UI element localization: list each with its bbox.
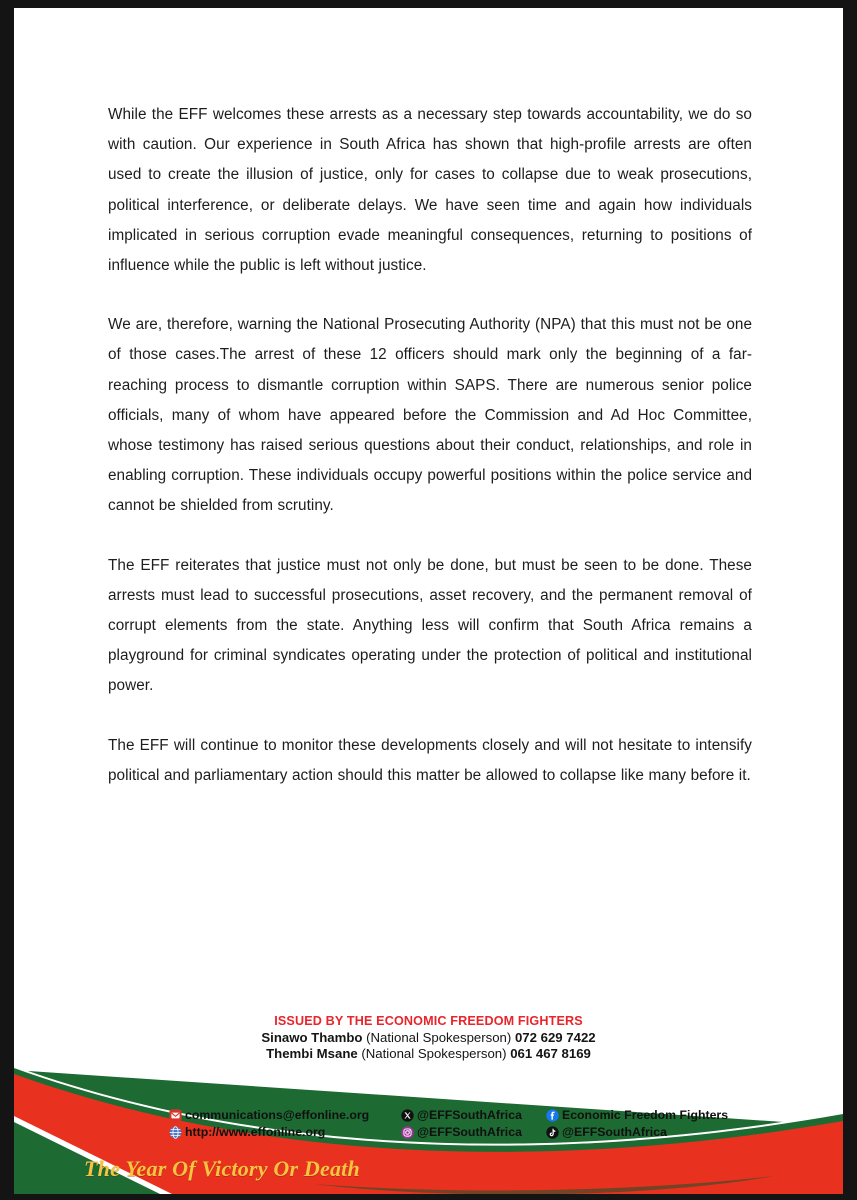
document-sheet — [14, 8, 843, 1194]
contact-phone: 061 467 8169 — [510, 1046, 591, 1062]
website-link[interactable] — [169, 1125, 401, 1140]
email-label: communications@effonline.org — [185, 1108, 370, 1122]
statement-body — [108, 100, 752, 791]
paragraph-3: The EFF reiterates that justice must not only be done, but must be seen to be done. These arrests must lead to successful prosecutions, asset recovery, and the permanent removal of corrupt elements from the state. Anything less will confirm that South Africa remains a playground for criminal syndicates operating under the protection of political and institutional power. — [108, 556, 752, 695]
contact-role: (National Spokesperson) — [361, 1046, 507, 1062]
globe-icon — [169, 1126, 182, 1139]
social-column-facebook-tiktok — [546, 1108, 761, 1140]
contact-name: Thembi Msane — [266, 1046, 358, 1062]
social-column-x-instagram — [401, 1108, 546, 1140]
email-icon — [169, 1109, 182, 1122]
x-twitter-link[interactable] — [401, 1108, 546, 1123]
tagline-text: The Year Of Victory Or Death — [84, 1156, 360, 1181]
facebook-icon — [546, 1109, 559, 1122]
instagram-handle: @EFFSouthAfrica — [417, 1125, 522, 1139]
contact-row — [14, 1046, 843, 1062]
x-twitter-icon — [401, 1109, 414, 1122]
social-column-contact — [169, 1108, 401, 1140]
instagram-icon — [401, 1126, 414, 1139]
email-link[interactable] — [169, 1108, 401, 1123]
paragraph-1: While the EFF welcomes these arrests as a necessary step towards accountability, we do so with caution. Our experience in South Africa has shown that high-profile arrests are often used to create the illusion of justice, only for cases to collapse due to weak prosecutions, political interference, or deliberate delays. We have seen time and again how individuals implicated in serious corruption evade meaningful consequences, returning to positions of influence while the public is left without justice. — [108, 106, 752, 275]
x-twitter-handle: @EFFSouthAfrica — [417, 1108, 522, 1122]
facebook-page-name: Economic Freedom Fighters — [562, 1108, 729, 1122]
contact-name: Sinawo Thambo — [261, 1030, 363, 1045]
instagram-link[interactable] — [401, 1125, 546, 1140]
tiktok-icon — [546, 1126, 559, 1139]
issued-by-heading: ISSUED BY THE ECONOMIC FREEDOM FIGHTERS — [274, 1014, 583, 1028]
contact-role: (National Spokesperson) — [366, 1030, 512, 1045]
tiktok-handle: @EFFSouthAfrica — [562, 1125, 667, 1139]
contact-row — [14, 1030, 843, 1046]
facebook-link[interactable] — [546, 1108, 761, 1123]
social-links-row — [169, 1108, 769, 1140]
website-label: http://www.effonline.org — [185, 1125, 326, 1139]
paragraph-2: We are, therefore, warning the National Prosecuting Authority (NPA) that this must not be one of those cases.The arrest of these 12 officers should mark only the beginning of a far-reaching process to dismantle corruption within SAPS. There are numerous senior police officials, many of whom have appeared before the Commission and Ad Hoc Committee, whose testimony has raised serious questions about their conduct, relationships, and role in enabling corruption. These individuals occupy powerful positions within the police service and cannot be shielded from scrutiny. — [108, 316, 752, 515]
tiktok-link[interactable] — [546, 1125, 761, 1140]
paragraph-4: The EFF will continue to monitor these developments closely and will not hesitate to intensify political and parliamentary action should this matter be allowed to collapse like many before it. — [108, 736, 752, 784]
contact-phone: 072 629 7422 — [514, 1030, 596, 1045]
